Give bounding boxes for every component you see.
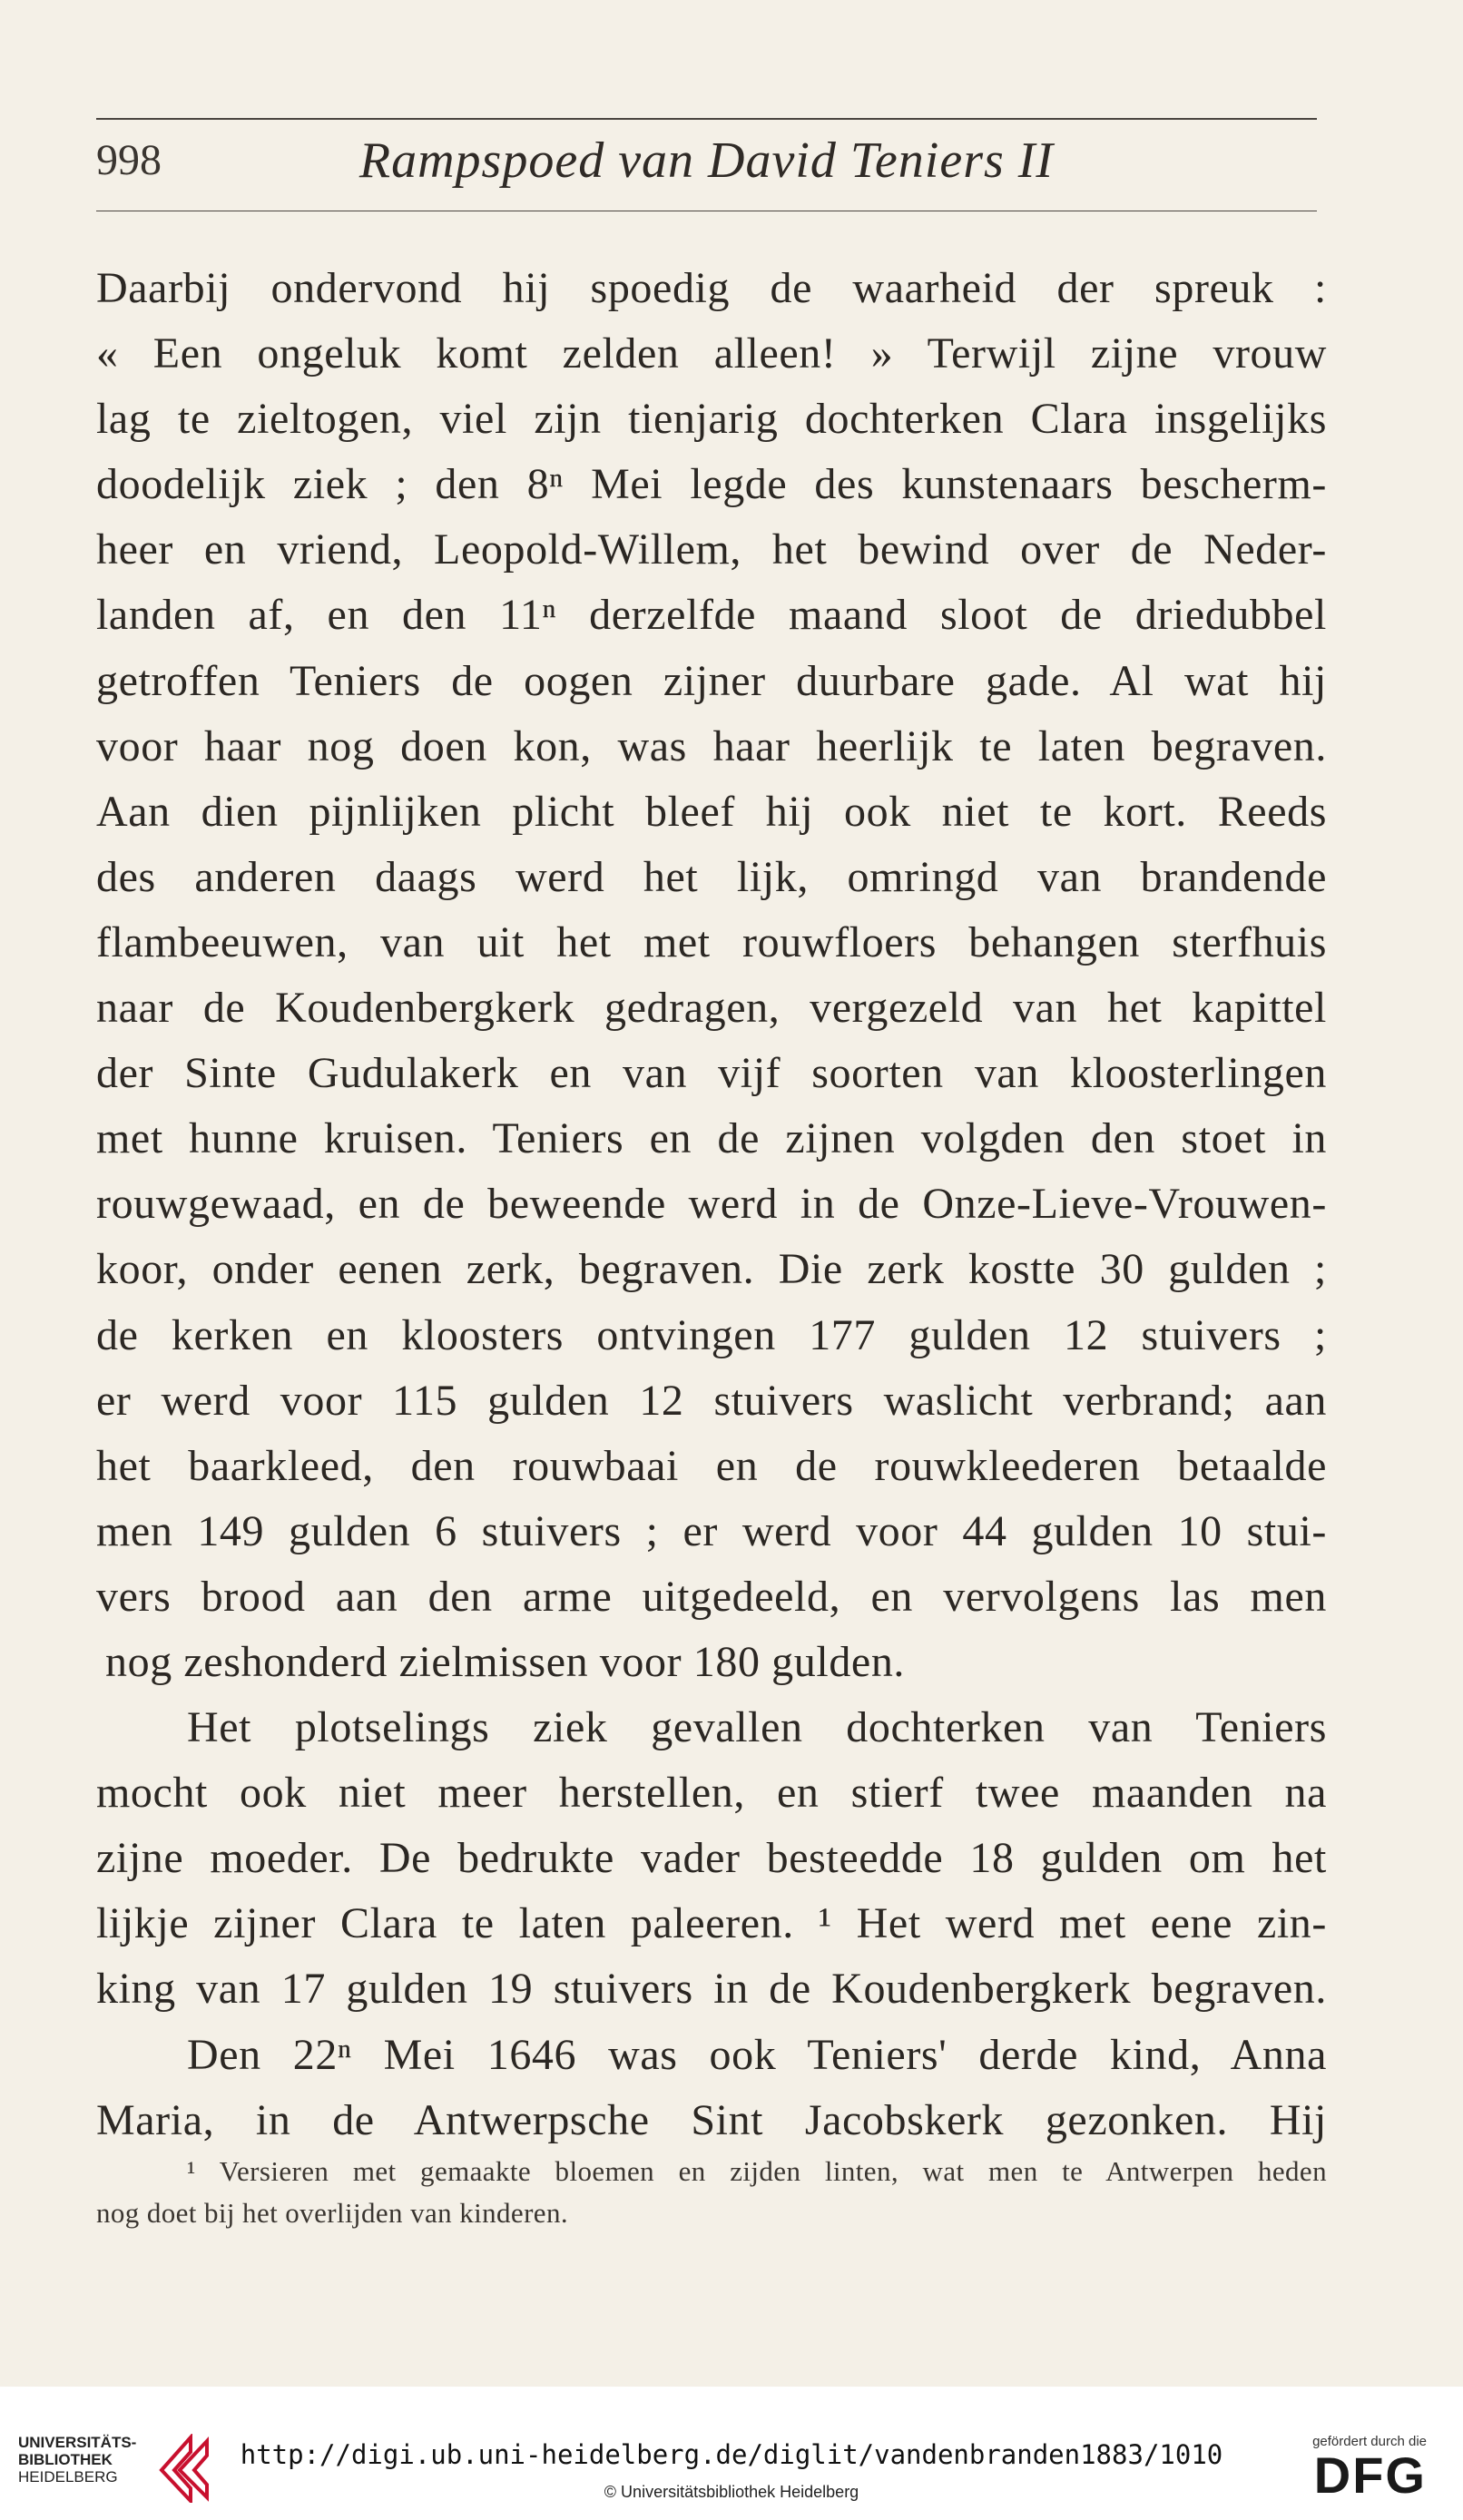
funder-note: gefördert durch die [1312, 2434, 1427, 2449]
text-line: lijkje zijner Clara te laten paleeren. ¹ Het werd met eene zin- [96, 1899, 1327, 1948]
text-line: de kerken en kloosters ontvingen 177 gulden 12 stuivers ; [96, 1310, 1327, 1359]
text-line: Daarbij ondervond hij spoedig de waarheid der spreuk : [96, 264, 1327, 312]
text-line: nog zeshonderd zielmissen voor 180 gulden. [105, 1637, 906, 1686]
text-line: doodelijk ziek ; den 8ⁿ Mei legde des kunstenaars bescherm- [96, 460, 1327, 509]
text-line: der Sinte Gudulakerk en van vijf soorten van kloosterlingen [96, 1049, 1327, 1098]
page-number: 998 [96, 136, 162, 184]
text-line: het baarkleed, den rouwbaai en de rouwkleederen betaalde [96, 1441, 1327, 1490]
text-line: des anderen daags werd het lijk, omringd van brandende [96, 852, 1327, 901]
library-name-line: BIBLIOTHEK [18, 2451, 113, 2468]
text-line: voor haar nog doen kon, was haar heerlijk te laten begraven. [96, 721, 1327, 770]
running-title: Rampspoed van David Teniers II [358, 132, 1055, 189]
text-line: naar de Koudenbergkerk gedragen, vergezeld van het kapittel [96, 984, 1327, 1033]
text-line: « Een ongeluk komt zelden alleen! » Terwijl zijne vrouw [96, 329, 1327, 378]
viewer-footer [0, 2387, 1463, 2520]
text-line: landen af, en den 11ⁿ derzelfde maand sloot de driedubbel [96, 591, 1327, 640]
body-text [96, 256, 1327, 2153]
text-line: met hunne kruisen. Teniers en de zijnen volgden den stoet in [96, 1114, 1327, 1163]
text-line: zijne moeder. De bedrukte vader besteedde 18 gulden om het [96, 1834, 1327, 1883]
text-line: lag te zieltogen, viel zijn tienjarig dochterken Clara insgelijks [96, 395, 1327, 444]
text-line: er werd voor 115 gulden 12 stuivers waslicht verbrand; aan [96, 1376, 1327, 1425]
library-name-line: UNIVERSITÄTS- [18, 2434, 137, 2451]
paragraph-start-line: Het plotselings ziek gevallen dochterken van Teniers [187, 1703, 1327, 1752]
footnote-line: nog doet bij het overlijden van kinderen. [96, 2197, 569, 2229]
text-line: rouwgewaad, en de beweende werd in de Onze-Lieve-Vrouwen- [96, 1180, 1327, 1229]
text-line: king van 17 gulden 19 stuivers in de Koudenbergkerk begraven. [96, 1965, 1327, 2014]
text-line: men 149 gulden 6 stuivers ; er werd voor 44 gulden 10 stui- [96, 1506, 1327, 1555]
running-header [96, 132, 1317, 195]
text-line: Maria, in de Antwerpsche Sint Jacobskerk gezonken. Hij [96, 2095, 1327, 2144]
copyright-notice: © Universitätsbibliothek Heidelberg [604, 2483, 859, 2501]
text-line: flambeeuwen, van uit het met rouwfloers behangen sterfhuis [96, 917, 1327, 966]
text-line: vers brood aan den arme uitgedeeld, en vervolgens las men [96, 1572, 1327, 1621]
text-line: Aan dien pijnlijken plicht bleef hij ook niet te kort. Reeds [96, 787, 1327, 836]
text-line: koor, onder eenen zerk, begraven. Die zerk kostte 30 gulden ; [96, 1245, 1327, 1294]
header-rule-top [96, 118, 1317, 120]
text-line: getroffen Teniers de oogen zijner duurbare gade. Al wat hij [96, 656, 1327, 705]
text-line: heer en vriend, Leopold-Willem, het bewind over de Neder- [96, 525, 1327, 574]
dfg-wordmark: DFG [1313, 2446, 1427, 2504]
library-name-line: HEIDELBERG [18, 2468, 118, 2486]
footnotes [96, 2151, 1327, 2234]
dfg-logo[interactable] [1263, 2434, 1427, 2508]
text-line: mocht ook niet meer herstellen, en stierf twee maanden na [96, 1769, 1327, 1818]
paragraph-start-line: Den 22ⁿ Mei 1646 was ook Teniers' derde kind, Anna [187, 2030, 1327, 2079]
footnote-line: ¹ Versieren met gemaakte bloemen en zijden linten, wat men te Antwerpen heden [187, 2155, 1327, 2187]
permalink-url[interactable]: http://digi.ub.uni-heidelberg.de/diglit/vandenbranden1883/1010 [240, 2439, 1223, 2470]
